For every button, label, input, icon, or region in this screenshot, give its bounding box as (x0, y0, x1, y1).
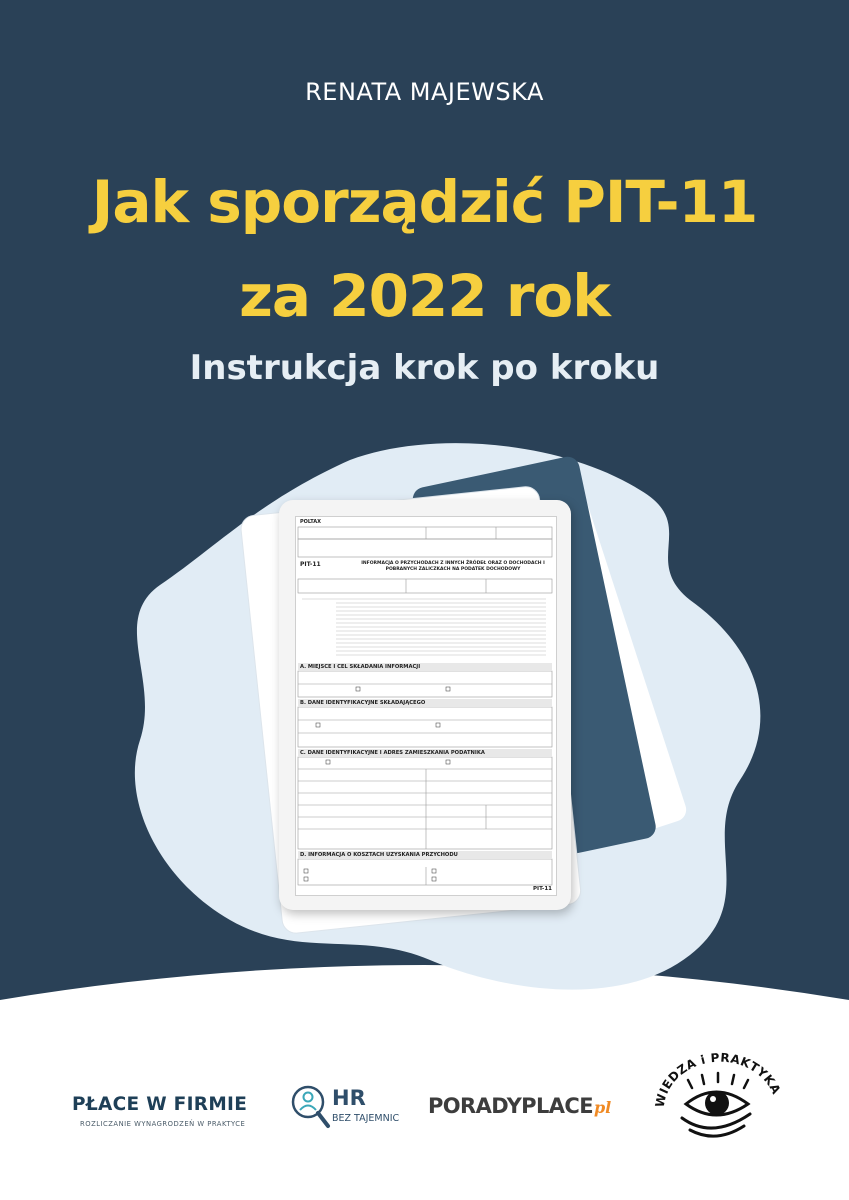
logo-poradyplace-suffix: pl (593, 1098, 612, 1117)
form-code: PIT-11 (300, 561, 321, 568)
book-title-line-1: Jak sporządzić PIT-11 (91, 168, 758, 236)
logo-poradyplace-main: PORADYPLACE (428, 1094, 593, 1118)
form-section-b: B. DANE IDENTYFIKACYJNE SKŁADAJĄCEGO (298, 699, 552, 707)
form-section-a: A. MIEJSCE I CEL SKŁADANIA INFORMACJI (298, 663, 552, 671)
book-subtitle: Instrukcja krok po kroku (189, 348, 660, 388)
logo-wiedza-text: WIEDZA i PRAKTYKA (652, 1050, 782, 1109)
form-section-c: C. DANE IDENTYFIKACYJNE I ADRES ZAMIESZKANIA PODATNIKA (298, 749, 552, 757)
logo-wiedza-i-praktyka (652, 1040, 782, 1150)
form-brand: POLTAX (300, 519, 322, 525)
magnifier-person-icon (288, 1080, 332, 1136)
logo-hr-sub: BEZ TAJEMNIC (332, 1113, 400, 1124)
logo-hr-main: HR (332, 1086, 366, 1110)
author-name: RENATA MAJEWSKA (305, 78, 544, 106)
logo-place-w-firmie-tagline: ROZLICZANIE WYNAGRODZEŃ W PRAKTYCE (80, 1120, 246, 1128)
form-footer-code: PIT-11 (533, 886, 552, 892)
form-heading: INFORMACJA O PRZYCHODACH Z INNYCH ŹRÓDEŁ ORAZ O DOCHODACH I POBRANYCH ZALICZKACH NA PODATEK DOCHODOWY (361, 561, 545, 572)
logo-hr-bez-tajemnic (288, 1080, 418, 1136)
book-title-line-2: za 2022 rok (239, 262, 610, 330)
eye-hand-icon (652, 1040, 782, 1150)
logo-place-w-firmie-name: PŁACE W FIRMIE (72, 1094, 248, 1115)
tablet-illustration (279, 500, 571, 910)
logo-poradyplace (428, 1094, 611, 1118)
form-section-d: D. INFORMACJA O KOSZTACH UZYSKANIA PRZYCHODU (298, 851, 552, 859)
logo-place-w-firmie (72, 1094, 272, 1128)
pit-11-form-image (295, 516, 557, 896)
